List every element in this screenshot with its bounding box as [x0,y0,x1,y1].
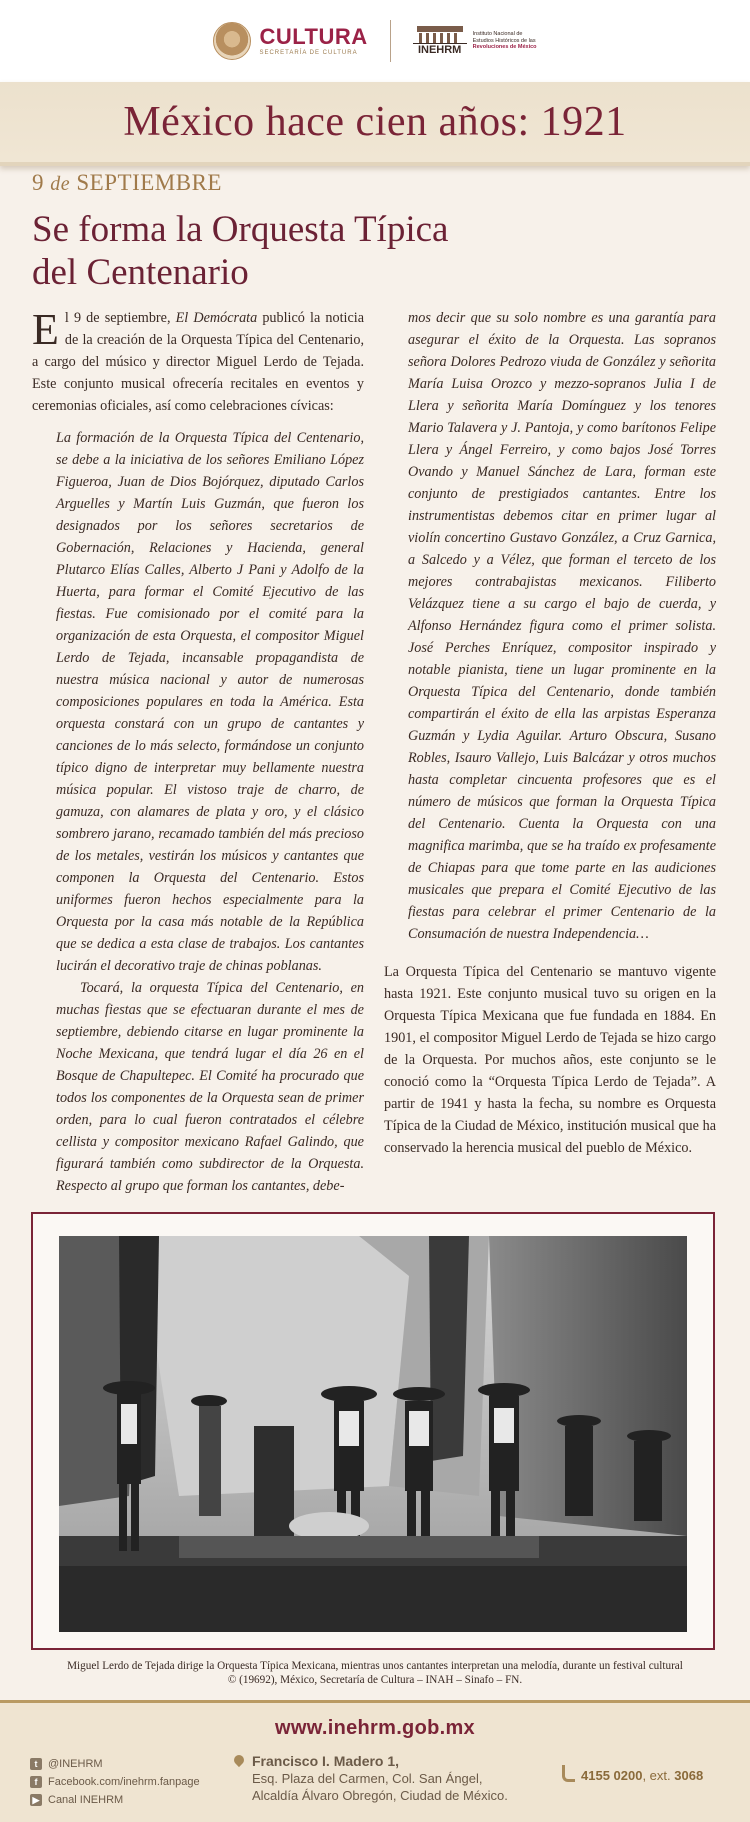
drop-cap: E [32,305,59,354]
address-street: Francisco I. Madero 1, [252,1753,400,1769]
photo-caption [30,1659,720,1687]
quote-paragraph-1: La formación de la Orquesta Típica del Centenario, se debe a la iniciativa de los señores Emiliano López Figueroa, Juan de Dios Bojórquez, diputado Carlos Arguelles y Martín Luis Guzmán, que fueron los designados por los señores secretarios de Gobernación, Relaciones y Hacienda, general Plutarco Elías Calles, Alberto J Pani y Adolfo de la Huerta, para formar el Comité Ejecutivo de las fiestas. Fue comisionado por el comité para la organización de esta Orquesta, el compositor Miguel Lerdo de Tejada, incansable propagandista de nuestra música nacional y autor de numerosas composiciones populares en toda la América. Esta orquesta constará con un grupo de cantantes y canciones de lo más selecto, formándose un conjunto típico digno de interpretar muy bellamente nuestra música popular. El vistoso traje de charro, de gamuza, con alamares de plata y oro, y el clásico sombrero jarano, recamado también del más precioso de los metales, vestirán los músicos y cantantes que componen la Orquesta del Centenario. Estos uniformes fueron hechos especialmente para la Orquesta por la casa más notable de la República que se dedica a esta clase de trabajos. Los cantantes lucirán el decorativo traje de chinas poblanas. [56,430,364,974]
phone-ext: 3068 [674,1768,704,1783]
location-pin-icon [232,1753,246,1767]
article-title [32,208,572,294]
photo-caption-line-2: © (19692), México, Secretaría de Cultura – INAH – Sinafo – FN. [227,1674,523,1686]
series-banner [0,82,750,166]
newspaper-name: El Demócrata [175,310,258,326]
cultura-logo-subtitle: SECRETARÍA DE CULTURA [259,50,358,56]
social-links [30,1755,200,1809]
website-link[interactable]: www.inehrm.gob.mx [275,1717,475,1739]
cultura-logo[interactable] [213,22,367,60]
intro-text-b: publicó la noticia de la creación de la Orquesta Típica del Centenario, a cargo del músico y director Miguel Lerdo de Tejada. Este conjunto musical ofrecería recitales en eventos y ceremonias oficiales, así como celebraciones cívicas: [32,310,364,414]
closing-paragraph: La Orquesta Típica del Centenario se mantuvo vigente hasta 1921. Este conjunto musical tuvo su origen en la Orquesta Típica Mexicana que fue fundada en 1884. En 1901, el compositor Miguel Lerdo de Tejada se hizo cargo de la Orquesta. Por muchos años, este conjunto se le conoció como la “Orquesta Típica Lerdo de Tejada”. A partir de 1941 y hasta la fecha, su nombre es Orquesta Típica de la Ciudad de México, institución musical que ha conservado la herencia musical del pueblo de México. [384,964,716,1156]
address-line-3: Alcaldía Álvaro Obregón, Ciudad de México. [252,1788,508,1803]
youtube-link[interactable] [30,1791,200,1809]
date-month: SEPTIEMBRE [76,170,222,195]
inehrm-logo[interactable] [413,26,537,56]
quote-paragraph-2-right: mos decir que su solo nombre es una garantía para asegurar el éxito de la Orquesta. Las sopranos señora Dolores Pedrozo viuda de González y señorita María Luisa Orozco y mezzo-sopranos Julia I de Llera y señorita María Domínguez y los tenores Mario Talavera y J. Pantoja, y como barítonos Felipe Llera y Ángel Ferreiro, y como bajos José Torres Ovando y Manuel Sánchez de Lara, forman este conjunto de prestigiados cantantes. Entre los instrumentistas debemos citar en primer lugar al violín concertino Gustavo González, a Cruz Garnica, a Salcedo y a Vélez, que forman el terceto de los mejores contrabajistas mexicanos. Filiberto Velázquez tiene a su cargo el bajo de cuerda, y Alfonso Hernández figura como el primer solista. José Perches Enríquez, compositor inspirado y notable pianista, tiene un lugar prominente en la Orquesta Típica del Centenario, donde también compartirán el éxito de ella las arpistas Esperanza Guzmán y Lydia Aguilar. Arturo Obscura, Susano Robles, Isauro Vallejo, Luis Balcázar y otros muchos hasta completar cincuenta profesores que es el número de músicos que forman la Orquesta Típica del Centenario. Cuenta la Orquesta con una magnifica marimba, que se ha traído ex profesamente de Chiapas para que tome parte en las audiciones musicales que prepara el Comité Ejecutivo de las fiestas para celebrar el primer Centenario de la Consumación de nuestra Independencia… [408,310,716,942]
article-date [32,170,222,196]
inehrm-line-3: Revoluciones de México [472,44,537,51]
photo-frame [31,1212,715,1650]
intro-text-a: l 9 de septiembre, [64,310,176,326]
youtube-icon: ▶ [30,1794,42,1806]
address-line-2: Esq. Plaza del Carmen, Col. San Ángel, [252,1771,483,1786]
photo-caption-line-1: Miguel Lerdo de Tejada dirige la Orquesta Típica Mexicana, mientras unos cantantes interpretan una melodía, durante un festival cultural [67,1660,683,1672]
cultura-logo-text: CULTURA [259,24,368,49]
historical-photograph[interactable] [59,1236,687,1632]
article-title-line-1: Se forma la Orquesta Típica [32,209,449,250]
inehrm-line-1: Instituto Nacional de [472,31,523,38]
date-day: 9 [32,170,44,195]
phone-number[interactable] [562,1765,703,1783]
orchestra-photo-illustration [59,1236,687,1632]
twitter-icon: t [30,1758,42,1770]
quote-paragraph-2-left: Tocará, la orquesta Típica del Centenario, en muchas fiestas que se efectuaran durante el mes de septiembre, debiendo citarse en lugar prominente la Noche Mexicana, que tendrá lugar el día 26 en el Bosque de Chapultepec. El Comité ha procurado que todos los componentes de la Orquesta sean de primer orden, para lo cual fueron contratados el célebre cellista y compositor mexicano Rafael Galindo, que figurará también como subdirector de la Orquesta. Respecto al grupo que forman los cantantes, debe- [56,980,364,1194]
logo-divider [390,20,391,62]
eagle-seal-icon [213,22,251,60]
facebook-url: Facebook.com/inehrm.fanpage [48,1776,200,1788]
phone-main: 4155 0200 [581,1768,643,1783]
footer [0,1700,750,1822]
phone-ext-label: , ext. [642,1768,671,1783]
phone-icon [562,1765,575,1782]
header-bar [0,0,750,83]
article-title-line-2: del Centenario [32,252,249,293]
inehrm-line-2: Estudios Históricos de las [472,37,536,44]
series-title: México hace cien años: 1921 [123,99,627,145]
address-block [252,1753,508,1804]
intro-paragraph [32,307,364,417]
inehrm-logo-text: INEHRM [413,43,467,56]
youtube-channel: Canal INEHRM [48,1794,124,1806]
date-de: de [50,173,71,195]
twitter-handle: @INEHRM [48,1758,103,1770]
facebook-link[interactable] [30,1773,200,1791]
article-column-left [32,307,364,1197]
facebook-icon: f [30,1776,42,1788]
article-column-right [384,307,716,1159]
inehrm-building-icon [413,26,467,56]
twitter-link[interactable] [30,1755,200,1773]
